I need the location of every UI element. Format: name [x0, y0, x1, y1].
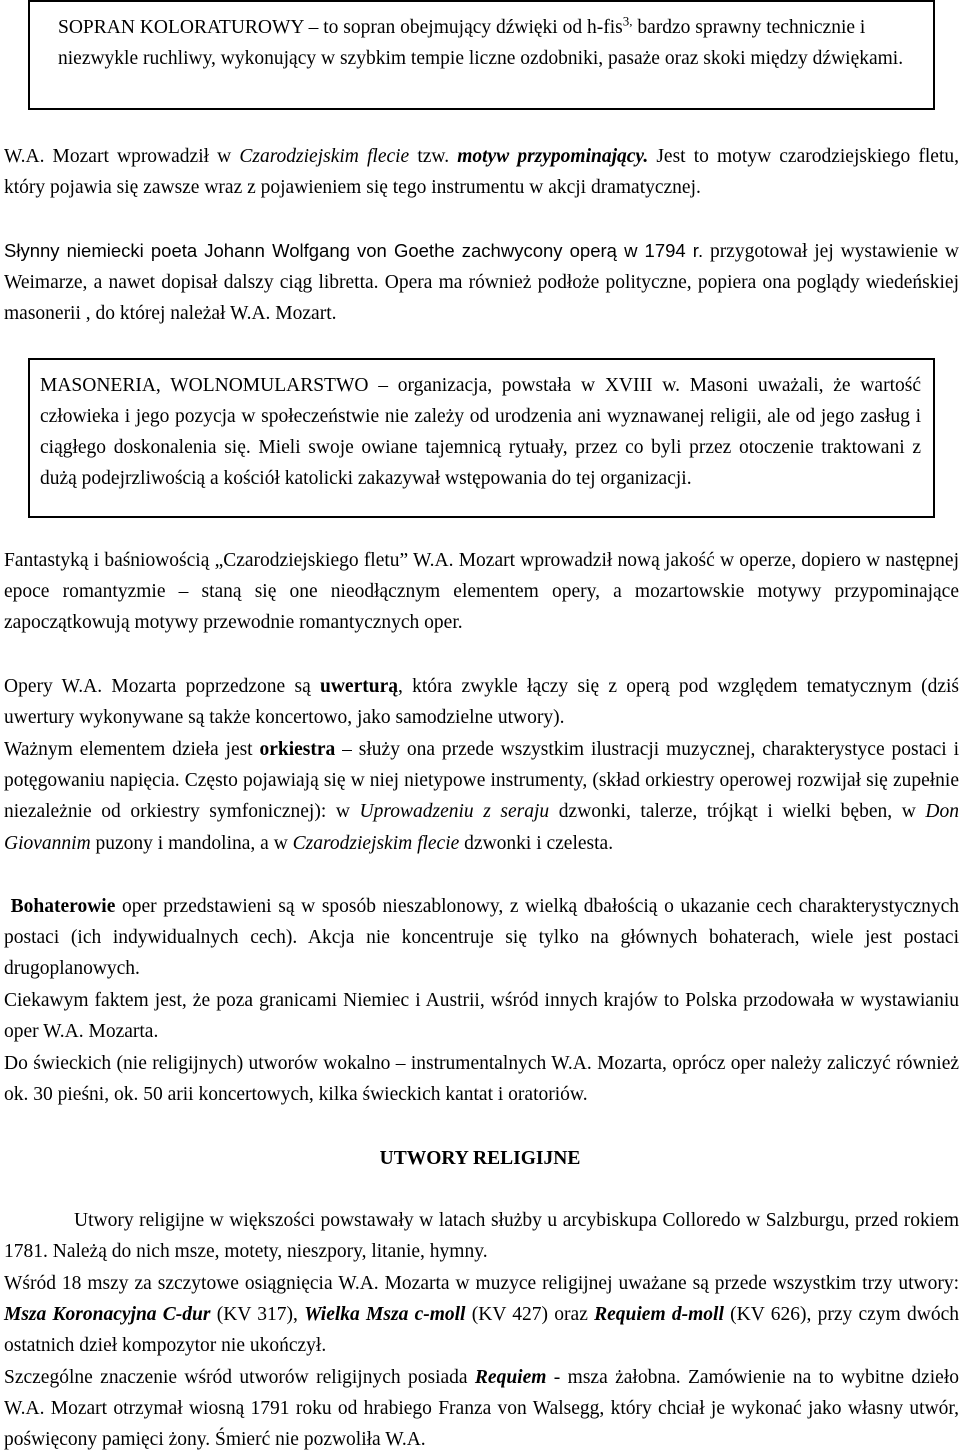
orkiestra-text-3: dzwonki, talerze, trójkąt i wielki bęben, w: [549, 801, 926, 823]
fantastyka-text: Fantastyką i baśniowością „Czarodziejskiego fletu” W.A. Mozart wprowadził nową jakość w operze, dopiero w następnej epoce romantyzmie – staną się one nieodłącznym elementem opery, a mozartowskie motywy przypominające zapoczątkowują motywy przewodnie romantycznych oper.: [4, 550, 959, 634]
goethe-text-2: przygotował jej wystawienie w Weimarze, a nawet dopisał dalszy ciąg libretta. Opera ma również podłoże polityczne, popiera ona poglądy wiedeńskiej masonerii , do której należał W.A. Mozart.: [4, 241, 960, 325]
orkiestra-text-4: puzony i mandolina, a w: [90, 832, 293, 854]
uwertura-text-1: Opery W.A. Mozarta poprzedzone są: [4, 676, 320, 697]
orkiestra-text-2: – służy ona przede wszystkim ilustracji muzycznej, charakterystyce postaci i potęgowaniu napięcia. Często pojawiają się w niej nietypowe instrumenty, (skład orkiestry operowej rozwijał się zupełnie niezależnie od orkiestry symfonicznej): w: [4, 739, 960, 823]
orkiestra-italic-2: Don Giovannim: [4, 801, 959, 854]
uwertura-text-2: , która zwykle łączy się z operą pod względem tematycznym (dziś uwertury wykonywane są także koncertowo, jako samodzielne utwory).: [4, 676, 959, 729]
paragraph-motyw: [4, 141, 959, 203]
masonry-text: MASONERIA, WOLNOMULARSTWO – organizacja, powstała w XVIII w. Masoni uważali, że wartość człowieka i jego pozycja w społeczeństwie nie zależy od urodzenia ani wyznawanej religii, ale od jego zasług i ciągłego doskonalenia się. Mieli swoje owiane tajemnicą rytuały, przez co byli przez otoczenie traktowani z dużą podejrzliwością a kościół katolicki zakazywał wstępowania do tej organizacji.: [40, 375, 921, 489]
paragraph-orkiestra: [4, 734, 959, 859]
paragraph-fantastyka: [4, 545, 959, 639]
paragraph-swieckie: [4, 1048, 959, 1110]
msze-text-1: Wśród 18 mszy za szczytowe osiągnięcia W.A. Mozarta w muzyce religijnej uważane są przede wszystkim trzy utwory:: [4, 1273, 959, 1294]
uwertura-term: uwerturą: [320, 676, 398, 697]
swieckie-text: Do świeckich (nie religijnych) utworów wokalno – instrumentalnych W.A. Mozarta, oprócz oper należy zaliczyć również ok. 30 pieśni, ok. 50 arii koncertowych, kilka świeckich kantat i oratoriów.: [4, 1053, 959, 1106]
goethe-text-1: Słynny niemiecki poeta Johann Wolfgang von Goethe zachwycony operą w 1794 r.: [4, 240, 704, 261]
requiem-text-1: Szczególne znaczenie wśród utworów religijnych posiada: [4, 1367, 475, 1388]
bohaterowie-term: Bohaterowie: [10, 896, 116, 917]
colloredo-text: Utwory religijne w większości powstawały w latach służby u arcybiskupa Colloredo w Salzburgu, przed rokiem 1781. Należą do nich msze, motety, nieszpory, litanie, hymny.: [4, 1210, 959, 1263]
msze-text-4: (KV 626), przy czym dwóch ostatnich dzieł kompozytor nie ukończył.: [4, 1304, 959, 1357]
paragraph-goethe: [4, 235, 959, 330]
paragraph-bohaterowie: [4, 891, 959, 985]
masonry-definition-box: [28, 358, 935, 518]
orkiestra-italic-3: Czarodziejskim flecie: [292, 832, 460, 854]
motyw-italic-title: Czarodziejskim flecie: [239, 146, 410, 167]
orkiestra-text-5: dzwonki i czelesta.: [459, 832, 614, 854]
paragraph-uwertura: [4, 671, 959, 733]
motyw-text-1: W.A. Mozart wprowadził w: [4, 146, 240, 167]
paragraph-polska: [4, 985, 959, 1047]
msze-title-3: Requiem d-moll: [594, 1304, 724, 1326]
bohaterowie-text: oper przedstawieni są w sposób nieszablonowy, z wielką dbałością o ukazanie cech charakterystycznych postaci (ich indywidualnych cech). Akcja nie koncentruje się tylko na głównych bohaterach, wiele jest postaci drugoplanowych.: [4, 896, 960, 980]
orkiestra-term: orkiestra: [259, 739, 336, 760]
requiem-text-2: - msza żałobna. Zamówienie na to wybitne dzieło W.A. Mozart otrzymał wiosną 1791 roku od hrabiego Franza von Walsegg, który chciał je wykonać jako własny utwór, poświęcony pamięci żony. Śmierć nie pozwoliła W.A.: [4, 1367, 959, 1451]
soprano-definition-box: [28, 0, 935, 110]
motyw-text-3: Jest to motyw czarodziejskiego fletu, który pojawia się zawsze wraz z pojawieniem się tego instrumentu w akcji dramatycznej.: [4, 146, 960, 199]
paragraph-colloredo: [4, 1205, 959, 1267]
motyw-text-2: tzw.: [409, 146, 458, 167]
soprano-superscript: 3,: [622, 13, 633, 29]
paragraph-msze: [4, 1268, 959, 1362]
motyw-term: motyw przypominający.: [457, 146, 649, 167]
msze-text-2: (KV 317),: [210, 1304, 305, 1326]
soprano-text-2: bardzo sprawny technicznie i niezwykle ruchliwy, wykonujący w szybkim tempie liczne ozdobniki, pasaże oraz skoki między dźwiękami.: [58, 17, 904, 69]
requiem-term: Requiem: [474, 1367, 547, 1388]
soprano-text-1: SOPRAN KOLORATUROWY – to sopran obejmujący dźwięki od h-fis: [58, 17, 623, 38]
orkiestra-italic-1: Uprowadzeniu z seraju: [359, 801, 550, 823]
msze-title-2: Wielka Msza c-moll: [304, 1304, 466, 1326]
msze-text-3: (KV 427) oraz: [465, 1304, 595, 1326]
paragraph-requiem: [4, 1362, 959, 1456]
orkiestra-text-1: Ważnym elementem dzieła jest: [4, 739, 260, 760]
polska-text: Ciekawym faktem jest, że poza granicami Niemiec i Austrii, wśród innych krajów to Polska przodowała w wystawianiu oper W.A. Mozarta.: [4, 990, 959, 1043]
msze-title-1: Msza Koronacyjna C-dur: [4, 1304, 211, 1326]
section-heading: UTWORY RELIGIJNE: [379, 1148, 581, 1169]
